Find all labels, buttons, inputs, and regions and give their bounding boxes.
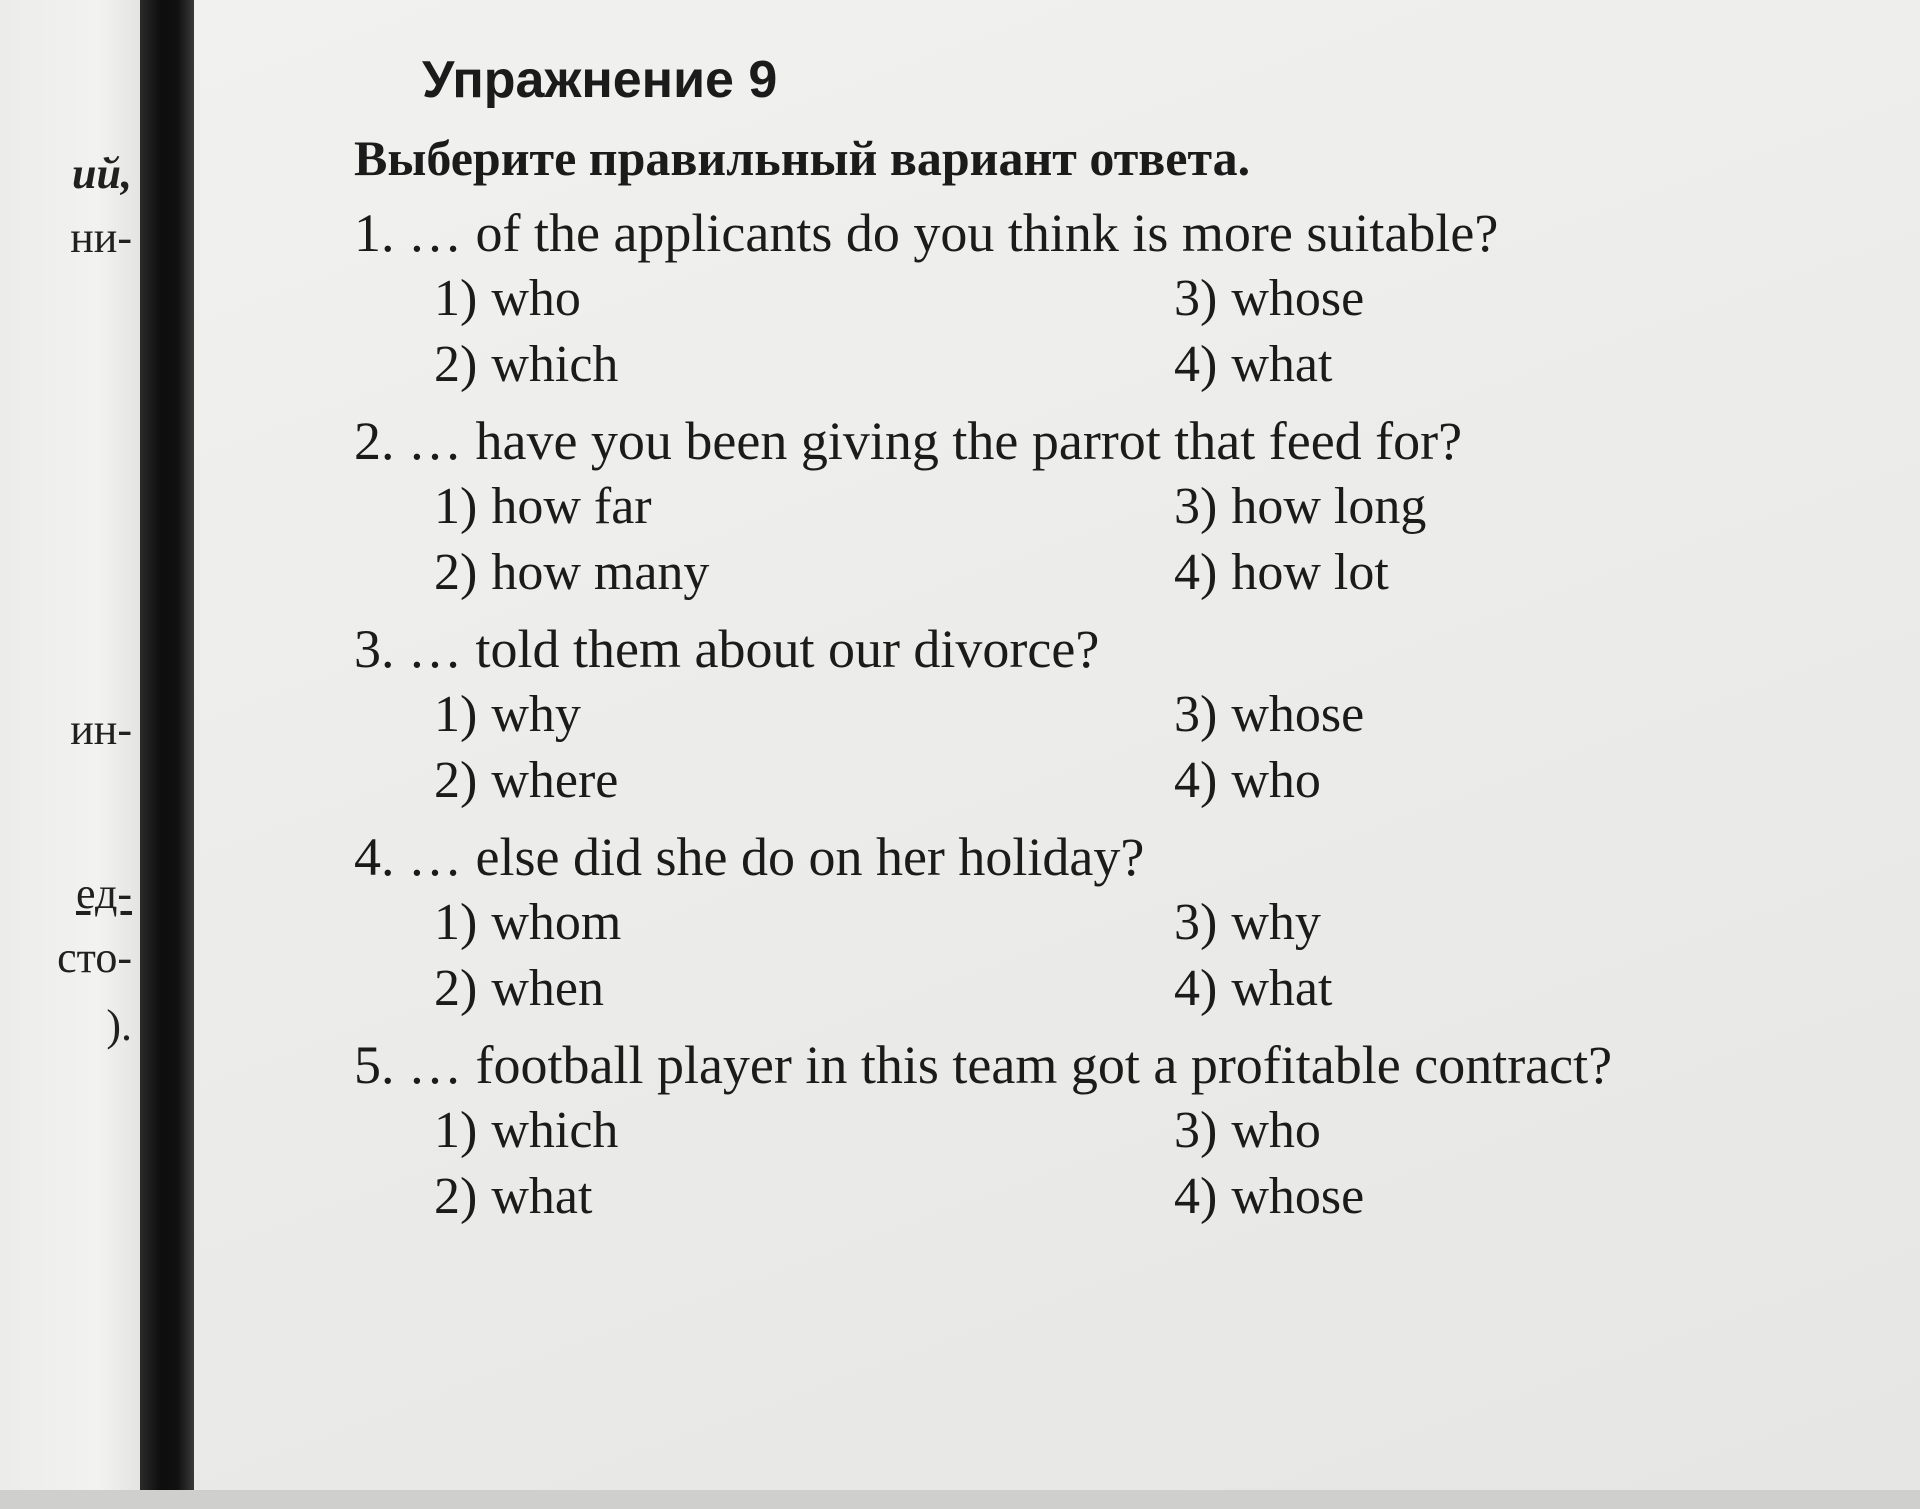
option-number: 2) [434,336,478,393]
option-text: whose [1231,1168,1365,1225]
question-number: 4. [354,827,395,887]
question-number: 2. [354,411,395,471]
answer-option [1174,332,1774,398]
answer-option [434,540,1174,606]
question-list [354,200,1874,1230]
option-number: 2) [434,752,478,809]
question-item [354,616,1874,814]
question-body: … else did she do on her holiday? [408,827,1145,887]
left-page-fragment: сто- [57,933,132,982]
answer-option [1174,682,1774,748]
option-text: who [1231,1102,1321,1159]
answer-option [1174,956,1774,1022]
answer-option [434,890,1174,956]
option-number: 4) [1174,960,1218,1017]
answer-option [1174,474,1774,540]
option-number: 2) [434,960,478,1017]
option-number: 4) [1174,336,1218,393]
answer-options [434,890,1874,1022]
option-text: where [491,752,619,809]
answer-option [1174,540,1774,606]
left-page-margin [0,0,140,1509]
answer-options [434,474,1874,606]
answer-option [1174,748,1774,814]
question-text [354,616,1874,682]
option-number: 3) [1174,478,1218,535]
option-number: 4) [1174,1168,1218,1225]
exercise-title: Упражнение 9 [422,51,778,109]
option-text: how many [491,544,710,601]
answer-option [434,956,1174,1022]
option-number: 3) [1174,1102,1218,1159]
answer-option [434,1164,1174,1230]
left-page-fragment: ед- [76,869,132,918]
exercise-content [354,40,1874,1230]
option-number: 1) [434,270,478,327]
option-number: 2) [434,544,478,601]
option-text: whom [491,894,622,951]
option-text: who [491,270,581,327]
option-text: why [491,686,581,743]
option-number: 1) [434,894,478,951]
page-bottom-edge [0,1490,1920,1509]
option-number: 1) [434,686,478,743]
question-body: … have you been giving the parrot that feed for? [408,411,1463,471]
option-number: 3) [1174,686,1218,743]
question-text [354,824,1874,890]
option-text: what [1231,336,1333,393]
option-text: who [1231,752,1321,809]
answer-option [434,332,1174,398]
question-item [354,200,1874,398]
answer-options [434,266,1874,398]
question-item [354,1032,1874,1230]
question-body: … football player in this team got a profitable contract? [408,1035,1613,1095]
left-page-fragment: ий, [72,149,132,198]
option-number: 4) [1174,544,1218,601]
option-text: whose [1231,686,1365,743]
question-item [354,408,1874,606]
answer-option [1174,1098,1774,1164]
question-text [354,200,1874,266]
option-text: which [491,1102,619,1159]
option-number: 1) [434,478,478,535]
question-text [354,1032,1874,1098]
exercise-page [194,0,1920,1490]
answer-option [434,748,1174,814]
answer-options [434,682,1874,814]
option-text: how lot [1231,544,1389,601]
answer-option [434,266,1174,332]
answer-option [434,682,1174,748]
option-text: whose [1231,270,1365,327]
exercise-instruction: Выберите правильный вариант ответа. [354,130,1251,186]
answer-option [1174,1164,1774,1230]
question-body: … told them about our divorce? [408,619,1100,679]
option-text: how long [1231,478,1427,535]
left-page-fragment: ни- [70,213,132,262]
question-number: 5. [354,1035,395,1095]
option-text: what [1231,960,1333,1017]
page-binding-edge [140,0,194,1490]
option-text: why [1231,894,1321,951]
question-number: 3. [354,619,395,679]
answer-option [434,474,1174,540]
option-text: when [491,960,604,1017]
question-body: … of the applicants do you think is more suitable? [408,203,1499,263]
question-item [354,824,1874,1022]
answer-option [434,1098,1174,1164]
option-text: which [491,336,619,393]
answer-options [434,1098,1874,1230]
option-number: 1) [434,1102,478,1159]
left-page-fragment: ). [106,1001,132,1050]
answer-option [1174,266,1774,332]
option-number: 4) [1174,752,1218,809]
option-number: 3) [1174,894,1218,951]
option-number: 3) [1174,270,1218,327]
option-text: what [491,1168,593,1225]
question-text [354,408,1874,474]
option-number: 2) [434,1168,478,1225]
option-text: how far [491,478,652,535]
left-page-fragment: ин- [70,705,132,754]
answer-option [1174,890,1774,956]
question-number: 1. [354,203,395,263]
